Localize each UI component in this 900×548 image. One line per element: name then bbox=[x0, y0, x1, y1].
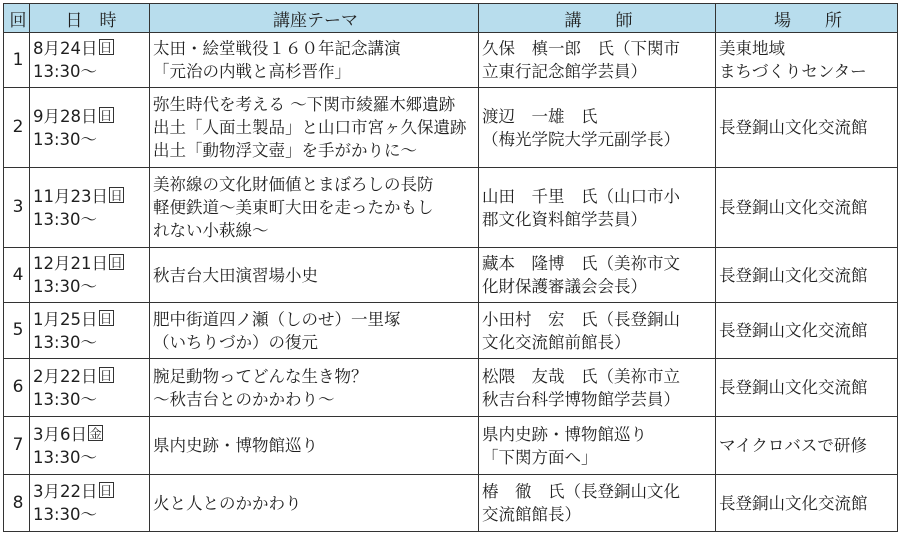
lecturer-line: 秋吉台科学博物館学芸員） bbox=[482, 389, 680, 409]
table-header-row bbox=[4, 4, 898, 33]
lecturer-line: 山田 千里 氏（山口市小 bbox=[482, 186, 680, 206]
lecturer-line: 立東行記念館学芸員） bbox=[482, 62, 647, 81]
row-venue bbox=[716, 417, 898, 475]
header-theme: 講座テーマ bbox=[150, 4, 479, 33]
table-row bbox=[4, 33, 898, 88]
row-theme bbox=[150, 33, 479, 88]
row-theme bbox=[150, 417, 479, 475]
row-num: 6 bbox=[4, 359, 30, 417]
row-theme bbox=[150, 248, 479, 303]
table-body bbox=[4, 33, 898, 532]
day-of-week-badge: 金 bbox=[89, 425, 102, 441]
row-time: 13:30〜 bbox=[33, 62, 98, 81]
row-lecturer bbox=[479, 168, 716, 248]
theme-line: 県内史跡・博物館巡り bbox=[153, 436, 318, 455]
theme-line: 弥生時代を考える 〜下関市綾羅木郷遺跡 bbox=[153, 95, 456, 114]
row-num: 2 bbox=[4, 88, 30, 168]
day-of-week-badge: 日 bbox=[99, 107, 113, 123]
row-date-text: 12月21日 bbox=[33, 254, 108, 273]
row-lecturer bbox=[479, 248, 716, 303]
row-theme bbox=[150, 88, 479, 168]
table-row bbox=[4, 88, 898, 168]
lecturer-line: 藏本 隆博 氏（美祢市文 bbox=[482, 254, 680, 273]
row-venue bbox=[716, 303, 898, 359]
theme-line: （いちりづか）の復元 bbox=[153, 332, 318, 352]
venue-line: 長登銅山文化交流館 bbox=[719, 118, 868, 137]
theme-line: 「元治の内戦と高杉晋作」 bbox=[153, 62, 351, 81]
row-num: 4 bbox=[4, 248, 30, 303]
lecturer-line: 久保 槙一郎 氏（下関市 bbox=[482, 39, 680, 58]
theme-line: 太田・絵堂戦役１６０年記念講演 bbox=[153, 39, 401, 58]
row-time: 13:30〜 bbox=[33, 209, 98, 229]
lecturer-line: 交流館館長） bbox=[482, 505, 581, 524]
row-date bbox=[30, 359, 150, 417]
row-time: 13:30〜 bbox=[33, 332, 98, 352]
header-lecturer: 講 師 bbox=[479, 4, 716, 33]
theme-line: 出土「動物浮文壺」を手がかりに〜 bbox=[153, 141, 417, 160]
day-of-week-badge: 日 bbox=[110, 255, 123, 270]
row-theme bbox=[150, 359, 479, 417]
row-theme bbox=[150, 303, 479, 359]
row-theme bbox=[150, 475, 479, 532]
row-date-text: 3月6日 bbox=[33, 424, 87, 444]
row-date bbox=[30, 303, 150, 359]
lecturer-line: 渡辺 一雄 氏 bbox=[482, 106, 598, 126]
venue-line: マイクロバスで研修 bbox=[719, 436, 867, 455]
row-num: 3 bbox=[4, 168, 30, 248]
row-venue bbox=[716, 88, 898, 168]
venue-line: 美東地域 bbox=[719, 39, 785, 58]
venue-line: 長登銅山文化交流館 bbox=[719, 265, 868, 285]
theme-line: 出土「人面土製品」と山口市宮ヶ久保遺跡 bbox=[153, 118, 467, 137]
row-lecturer bbox=[479, 88, 716, 168]
day-of-week-badge: 日 bbox=[99, 40, 113, 55]
table-row bbox=[4, 168, 898, 248]
row-time: 13:30〜 bbox=[33, 129, 98, 149]
lecturer-line: 椿 徹 氏（長登銅山文化 bbox=[482, 482, 680, 501]
row-date bbox=[30, 88, 150, 168]
venue-line: 長登銅山文化交流館 bbox=[719, 198, 868, 217]
header-date: 日 時 bbox=[30, 4, 150, 33]
row-time: 13:30〜 bbox=[33, 389, 98, 409]
day-of-week-badge: 日 bbox=[110, 187, 123, 203]
theme-line: 軽便鉄道〜美東町大田を走ったかもし bbox=[153, 198, 434, 217]
row-num: 5 bbox=[4, 303, 30, 359]
row-date-text: 2月22日 bbox=[33, 366, 98, 386]
row-date bbox=[30, 33, 150, 88]
row-lecturer bbox=[479, 359, 716, 417]
header-num: 回 bbox=[4, 4, 30, 33]
row-lecturer bbox=[479, 303, 716, 359]
venue-line: 長登銅山文化交流館 bbox=[719, 378, 868, 397]
table-row bbox=[4, 417, 898, 475]
row-lecturer bbox=[479, 33, 716, 88]
row-venue bbox=[716, 33, 898, 88]
row-time: 13:30〜 bbox=[33, 505, 98, 524]
theme-line: 火と人とのかかわり bbox=[153, 493, 302, 513]
row-date-text: 11月23日 bbox=[33, 186, 108, 206]
theme-line: 美祢線の文化財価値とまぼろしの長防 bbox=[153, 175, 434, 194]
row-venue bbox=[716, 168, 898, 248]
row-date-text: 3月22日 bbox=[33, 482, 98, 501]
header-venue: 場 所 bbox=[716, 4, 898, 33]
row-lecturer bbox=[479, 417, 716, 475]
row-num: 7 bbox=[4, 417, 30, 475]
lecturer-line: 文化交流館前館長） bbox=[482, 332, 631, 352]
lecturer-line: 松隈 友哉 氏（美祢市立 bbox=[482, 366, 680, 386]
day-of-week-badge: 日 bbox=[99, 310, 113, 326]
row-time: 13:30〜 bbox=[33, 447, 98, 467]
day-of-week-badge: 日 bbox=[99, 367, 113, 383]
lecturer-line: 県内史跡・博物館巡り bbox=[482, 424, 647, 444]
row-date bbox=[30, 417, 150, 475]
venue-line: 長登銅山文化交流館 bbox=[719, 321, 868, 340]
row-date bbox=[30, 168, 150, 248]
lecturer-line: 「下関方面へ」 bbox=[482, 447, 598, 467]
day-of-week-badge: 日 bbox=[99, 483, 113, 498]
theme-line: 秋吉台大田演習場小史 bbox=[153, 265, 318, 285]
table-row bbox=[4, 475, 898, 532]
row-num: 8 bbox=[4, 475, 30, 532]
row-venue bbox=[716, 248, 898, 303]
lecture-schedule-table bbox=[3, 3, 898, 532]
theme-line: 肥中街道四ノ瀬（しのせ）一里塚 bbox=[153, 309, 401, 329]
venue-line: 長登銅山文化交流館 bbox=[719, 493, 868, 513]
lecturer-line: 化財保護審議会会長） bbox=[482, 277, 647, 296]
table-row bbox=[4, 303, 898, 359]
venue-line: まちづくりセンター bbox=[719, 62, 867, 81]
row-venue bbox=[716, 359, 898, 417]
row-date-text: 1月25日 bbox=[33, 309, 98, 329]
theme-line: れない小萩線〜 bbox=[153, 221, 269, 240]
lecturer-line: 郡文化資料館学芸員） bbox=[482, 209, 647, 229]
row-lecturer bbox=[479, 475, 716, 532]
row-time: 13:30〜 bbox=[33, 277, 98, 296]
row-num: 1 bbox=[4, 33, 30, 88]
theme-line: 〜秋吉台とのかかわり〜 bbox=[153, 389, 335, 409]
table-row bbox=[4, 359, 898, 417]
table-row bbox=[4, 248, 898, 303]
theme-line: 腕足動物ってどんな生き物？ bbox=[153, 366, 368, 386]
row-date bbox=[30, 475, 150, 532]
row-theme bbox=[150, 168, 479, 248]
row-date-text: 8月24日 bbox=[33, 39, 98, 58]
lecturer-line: （梅光学院大学元副学長） bbox=[482, 129, 680, 149]
lecturer-line: 小田村 宏 氏（長登銅山 bbox=[482, 309, 680, 329]
row-date bbox=[30, 248, 150, 303]
row-date-text: 9月28日 bbox=[33, 106, 98, 126]
row-venue bbox=[716, 475, 898, 532]
